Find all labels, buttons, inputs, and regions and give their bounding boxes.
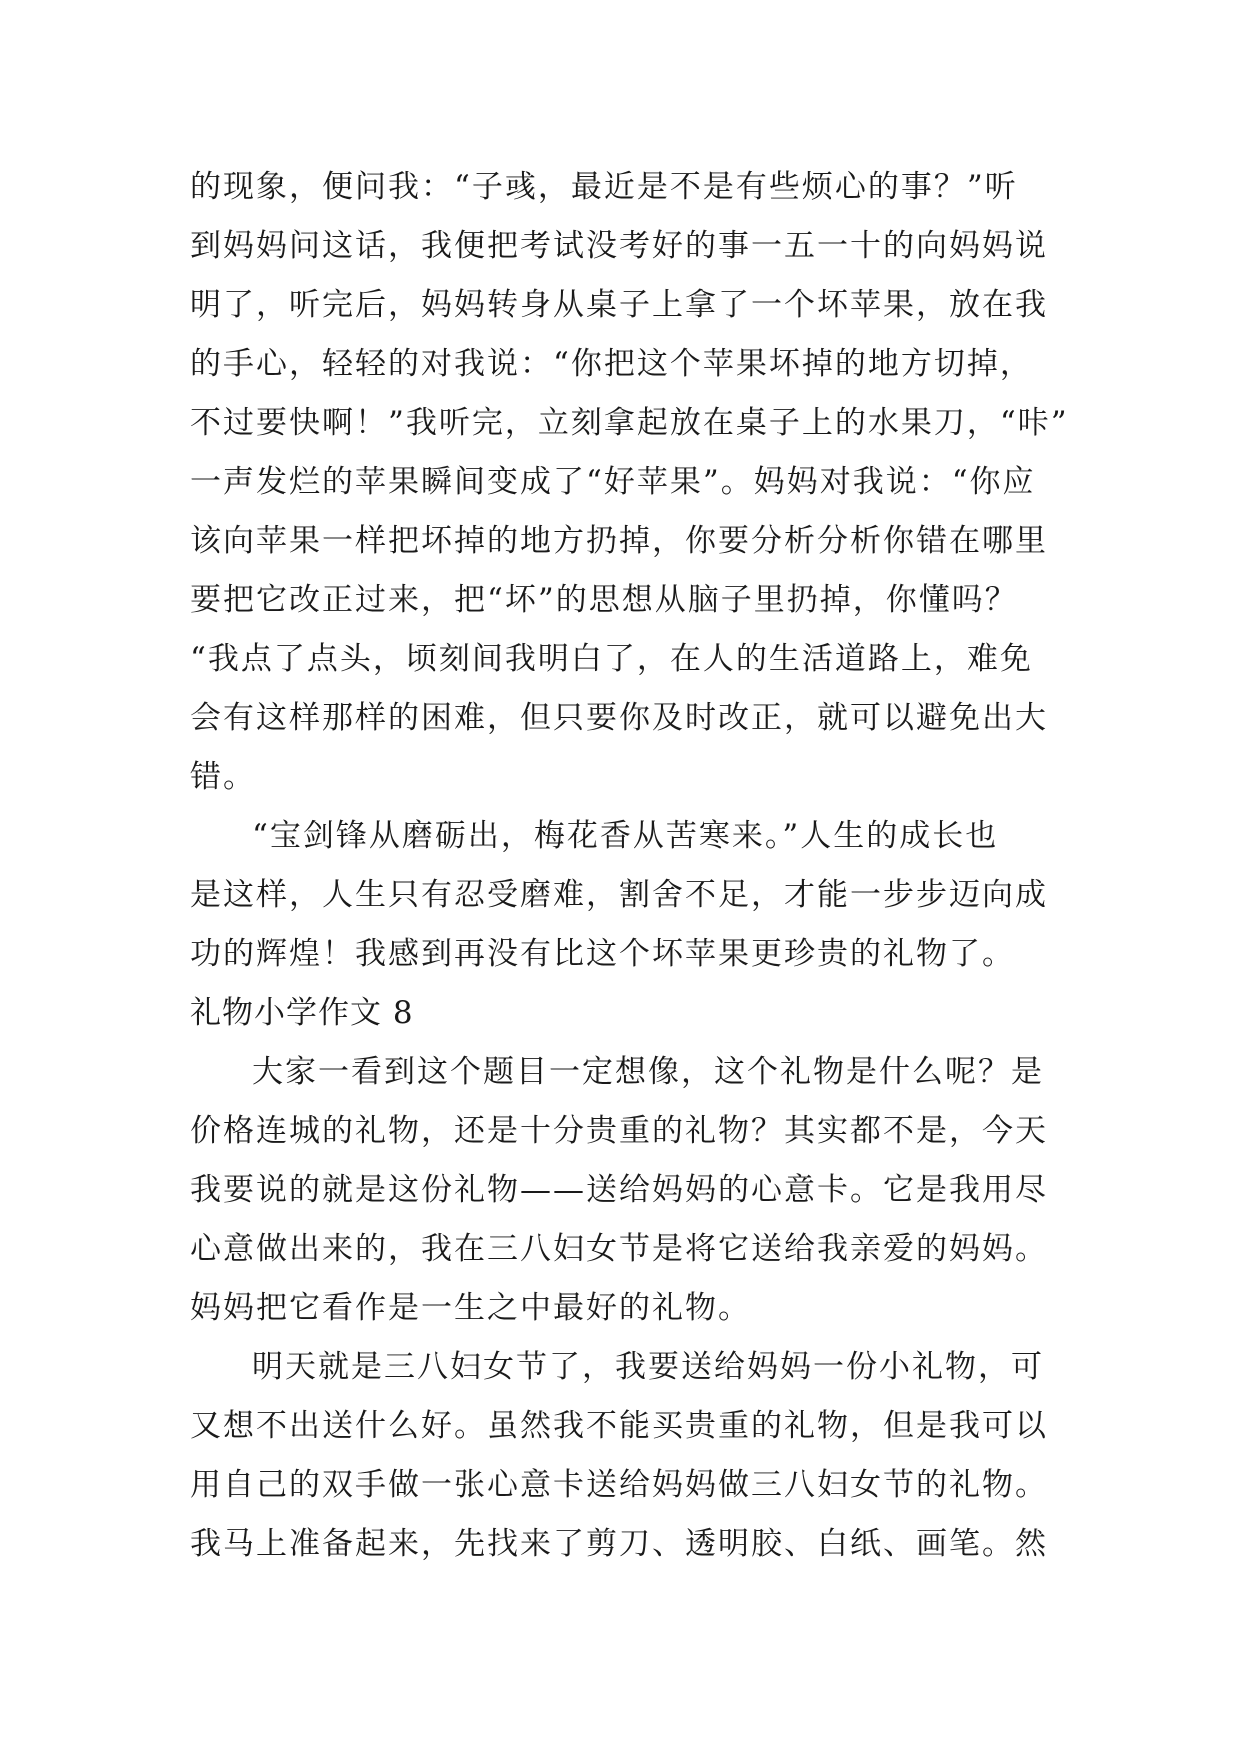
text-line: 的手心，轻轻的对我说：“你把这个苹果坏掉的地方切掉， xyxy=(190,346,1033,382)
text-line: 该向苹果一样把坏掉的地方扔掉，你要分析分析你错在哪里 xyxy=(190,523,1048,559)
paragraph-4 xyxy=(190,1338,1090,1574)
text-line: 妈妈把它看作是一生之中最好的礼物。 xyxy=(190,1290,751,1326)
text-line: 功的辉煌！我感到再没有比这个坏苹果更珍贵的礼物了。 xyxy=(190,936,1015,972)
text-line: 我要说的就是这份礼物——送给妈妈的心意卡。它是我用尽 xyxy=(190,1172,1048,1208)
text-line: 大家一看到这个题目一定想像，这个礼物是什么呢？是 xyxy=(252,1054,1044,1090)
paragraph-1 xyxy=(190,158,1090,807)
text-line: 错。 xyxy=(190,759,256,795)
text-line: 明了，听完后，妈妈转身从桌子上拿了一个坏苹果，放在我 xyxy=(190,287,1048,323)
text-line: “宝剑锋从磨砺出，梅花香从苦寒来。”人生的成长也 xyxy=(252,818,999,854)
text-line: 心意做出来的，我在三八妇女节是将它送给我亲爱的妈妈。 xyxy=(190,1231,1048,1267)
text-line: 要把它改正过来，把“坏”的思想从脑子里扔掉，你懂吗？ xyxy=(190,582,1018,618)
text-line: 又想不出送什么好。虽然我不能买贵重的礼物，但是我可以 xyxy=(190,1408,1048,1444)
text-line: 一声发烂的苹果瞬间变成了“好苹果”。妈妈对我说：“你应 xyxy=(190,464,1036,500)
text-line: 会有这样那样的困难，但只要你及时改正，就可以避免出大 xyxy=(190,700,1048,736)
text-line: 的现象，便问我：“子彧，最近是不是有些烦心的事？”听 xyxy=(190,169,1018,205)
text-line: 价格连城的礼物，还是十分贵重的礼物？其实都不是，今天 xyxy=(190,1113,1048,1149)
text-line: 是这样，人生只有忍受磨难，割舍不足，才能一步步迈向成 xyxy=(190,877,1048,913)
paragraph-2 xyxy=(190,807,1090,984)
document-body xyxy=(190,158,1090,1574)
text-line: 用自己的双手做一张心意卡送给妈妈做三八妇女节的礼物。 xyxy=(190,1467,1048,1503)
paragraph-3 xyxy=(190,1043,1090,1338)
text-line: 到妈妈问这话，我便把考试没考好的事一五一十的向妈妈说 xyxy=(190,228,1048,264)
text-line: 我马上准备起来，先找来了剪刀、透明胶、白纸、画笔。然 xyxy=(190,1526,1048,1562)
text-line: “我点了点头，顷刻间我明白了，在人的生活道路上，难免 xyxy=(190,641,1033,677)
text-line: 不过要快啊！”我听完，立刻拿起放在桌子上的水果刀，“咔” xyxy=(190,405,1069,441)
text-line: 明天就是三八妇女节了，我要送给妈妈一份小礼物，可 xyxy=(252,1349,1044,1385)
section-heading: 礼物小学作文 8 xyxy=(190,995,414,1031)
